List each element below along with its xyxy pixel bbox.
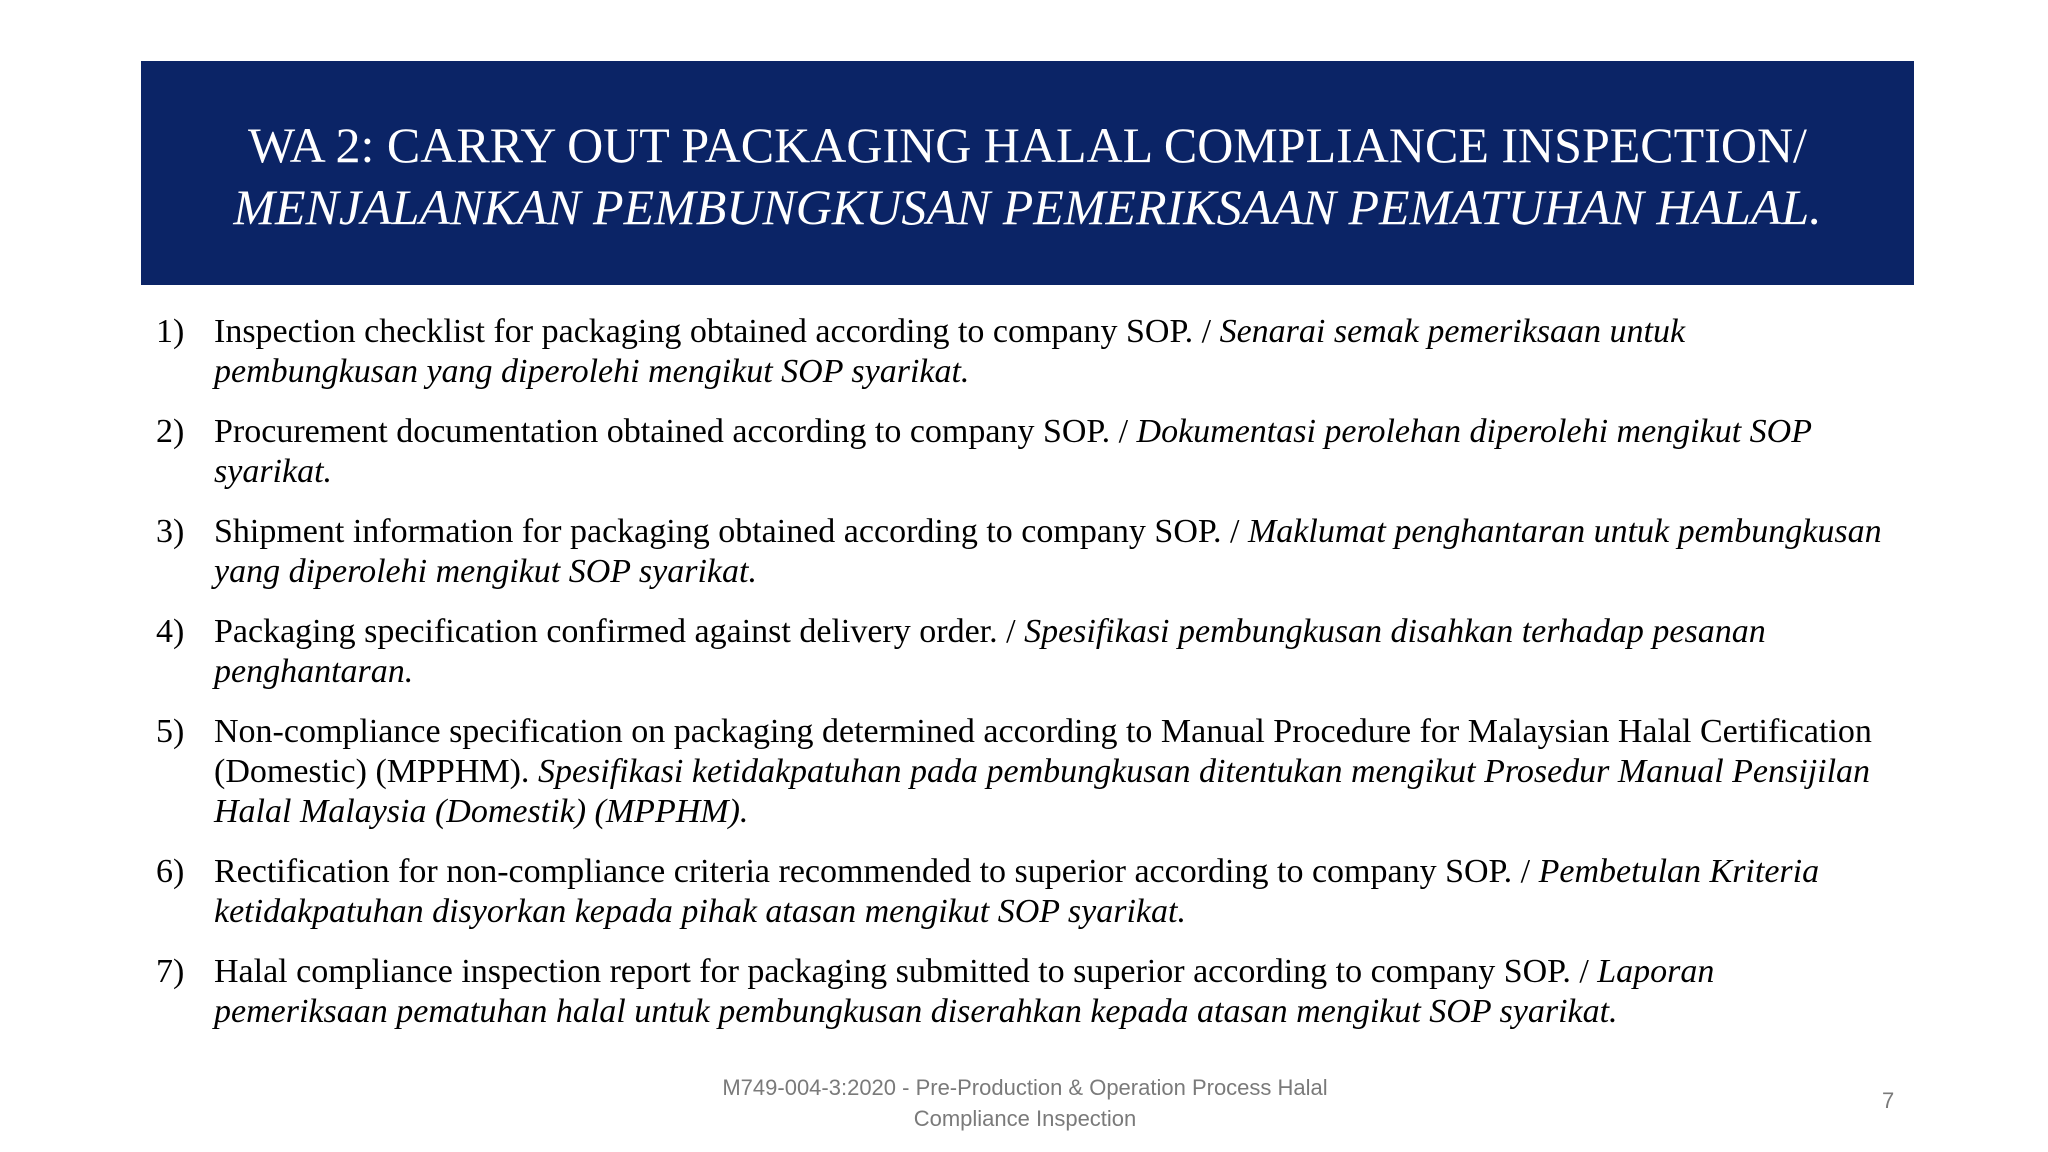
- list-item: [156, 852, 1896, 932]
- item-text-english: Shipment information for packaging obtained according to company SOP. /: [214, 513, 1248, 550]
- item-text-malay: Maklumat penghantaran untuk pembungkusan yang diperolehi mengikut SOP syarikat.: [214, 513, 1882, 590]
- item-text-malay: Spesifikasi ketidakpatuhan pada pembungkusan ditentukan mengikut Prosedur Manual Pensijilan Halal Malaysia (Domestik) (MPPHM).: [214, 753, 1871, 830]
- item-text-malay: Laporan pemeriksaan pematuhan halal untuk pembungkusan diserahkan kepada atasan mengikut SOP syarikat.: [214, 953, 1715, 1030]
- item-text: [214, 512, 1896, 592]
- item-text: [214, 612, 1896, 692]
- item-number: 4): [156, 613, 185, 650]
- item-text-malay: Dokumentasi perolehan diperolehi mengikut SOP syarikat.: [214, 413, 1812, 490]
- item-text: [214, 412, 1896, 492]
- list-item: [156, 952, 1896, 1032]
- footer: [680, 1072, 1370, 1134]
- list-item: [156, 612, 1896, 692]
- item-text-malay: Senarai semak pemeriksaan untuk pembungkusan yang diperolehi mengikut SOP syarikat.: [214, 313, 1686, 390]
- item-text-english: Halal compliance inspection report for packaging submitted to superior according to company SOP. /: [214, 953, 1598, 990]
- item-text-english: Inspection checklist for packaging obtained according to company SOP. /: [214, 313, 1220, 350]
- item-number: 6): [156, 853, 185, 890]
- item-text: [214, 712, 1896, 832]
- list-item: [156, 312, 1896, 392]
- work-activity-list: [156, 312, 1896, 1052]
- item-text-english: Rectification for non-compliance criteria recommended to superior according to company SOP. /: [214, 853, 1539, 890]
- page-number: 7: [1882, 1088, 1895, 1113]
- item-text-english: Procurement documentation obtained according to company SOP. /: [214, 413, 1137, 450]
- item-text: [214, 952, 1896, 1032]
- item-text-malay: Spesifikasi pembungkusan disahkan terhadap pesanan penghantaran.: [214, 613, 1766, 690]
- list-item: [156, 412, 1896, 492]
- item-number: 3): [156, 513, 185, 550]
- item-number: 7): [156, 953, 185, 990]
- item-text-english: Non-compliance specification on packaging determined according to Manual Procedure for Malaysian Halal Certification (Domestic) (MPPHM).: [214, 713, 1872, 790]
- list-item: [156, 712, 1896, 832]
- item-text: [214, 312, 1896, 392]
- item-text-english: Packaging specification confirmed against delivery order. /: [214, 613, 1025, 650]
- item-number: 5): [156, 713, 185, 750]
- item-text-malay: Pembetulan Kriteria ketidakpatuhan disyorkan kepada pihak atasan mengikut SOP syarikat.: [214, 853, 1820, 930]
- title-english: WA 2: CARRY OUT PACKAGING HALAL COMPLIANCE INSPECTION/: [248, 117, 1807, 173]
- title-banner: [141, 61, 1914, 285]
- item-number: 2): [156, 413, 185, 450]
- item-text: [214, 852, 1896, 932]
- item-number: 1): [156, 313, 185, 350]
- list-item: [156, 512, 1896, 592]
- footer-line-1: M749-004-3:2020 - Pre-Production & Operation Process Halal: [722, 1075, 1328, 1100]
- title-malay: MENJALANKAN PEMBUNGKUSAN PEMERIKSAAN PEMATUHAN HALAL.: [233, 179, 1822, 235]
- footer-line-2: Compliance Inspection: [913, 1106, 1137, 1131]
